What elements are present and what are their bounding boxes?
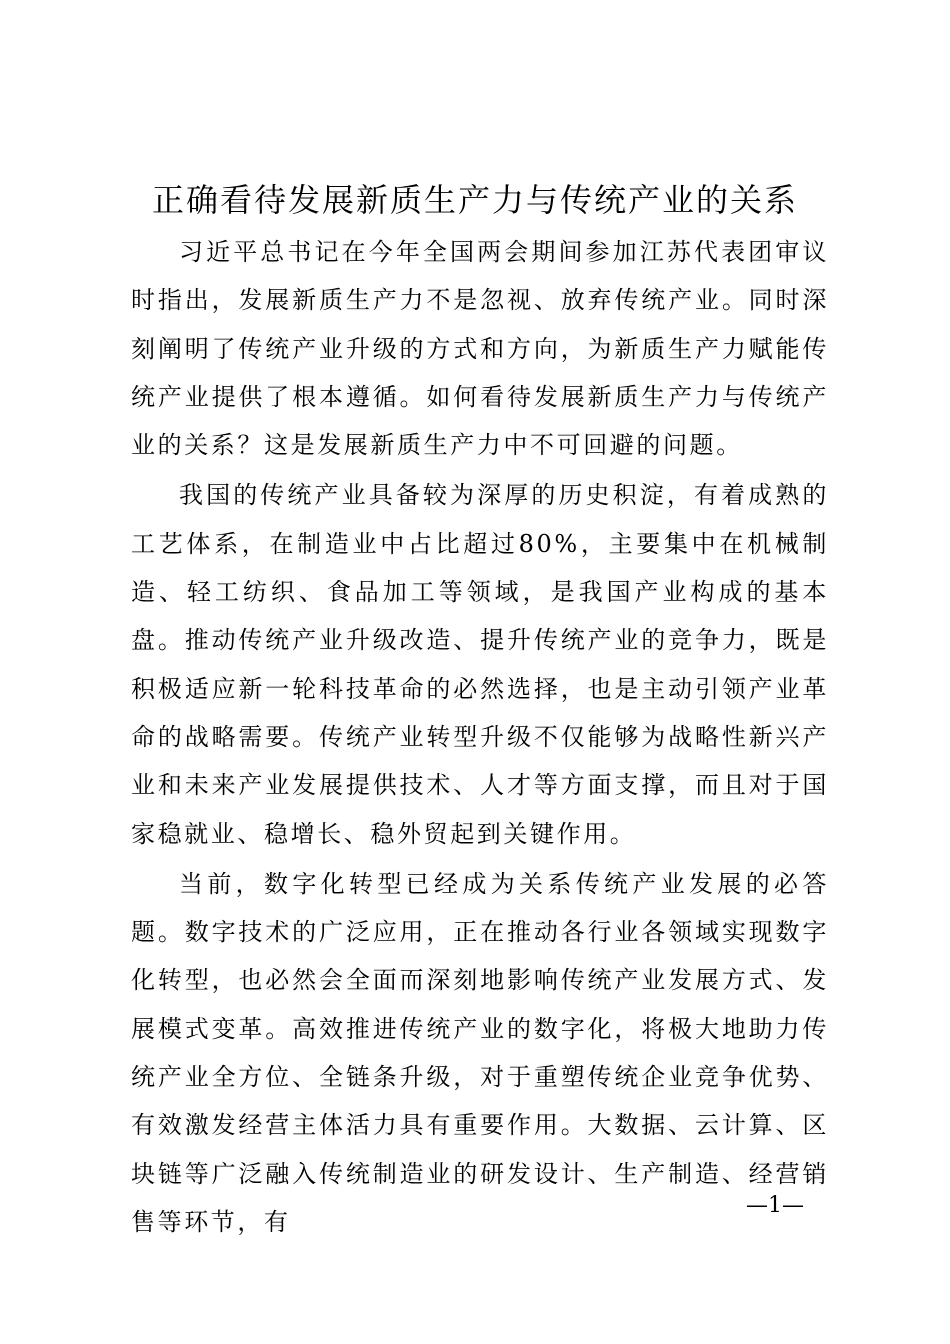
page-title: 正确看待发展新质生产力与传统产业的关系 — [151, 181, 798, 219]
document-body — [131, 228, 829, 1248]
paragraph-2: 我国的传统产业具备较为深厚的历史积淀，有着成熟的工艺体系，在制造业中占比超过80%，主要集中在机械制造、轻工纺织、食品加工等领域，是我国产业构成的基本盘。推动传统产业升级改造、提升传统产业的竞争力，既是积极适应新一轮科技革命的必然选择，也是主动引领产业革命的战略需要。传统产业转型升级不仅能够为战略性新兴产业和未来产业发展提供技术、人才等方面支撑，而且对于国家稳就业、稳增长、稳外贸起到关键作用。 — [131, 481, 829, 848]
paragraph-3: 当前，数字化转型已经成为关系传统产业发展的必答题。数字技术的广泛应用，正在推动各行业各领域实现数字化转型，也必然会全面而深刻地影响传统产业发展方式、发展模式变革。高效推进传统产业的数字化，将极大地助力传统产业全方位、全链条升级，对于重塑传统企业竞争优势、有效激发经营主体活力具有重要作用。大数据、云计算、区块链等广泛融入传统制造业的研发设计、生产制造、经营销售等环节，有 — [131, 869, 829, 1236]
page-number: —1— — [746, 1193, 804, 1218]
paragraph-1: 习近平总书记在今年全国两会期间参加江苏代表团审议时指出，发展新质生产力不是忽视、放弃传统产业。同时深刻阐明了传统产业升级的方式和方向，为新质生产力赋能传统产业提供了根本遵循。如何看待发展新质生产力与传统产业的关系？这是发展新质生产力中不可回避的问题。 — [131, 238, 829, 460]
